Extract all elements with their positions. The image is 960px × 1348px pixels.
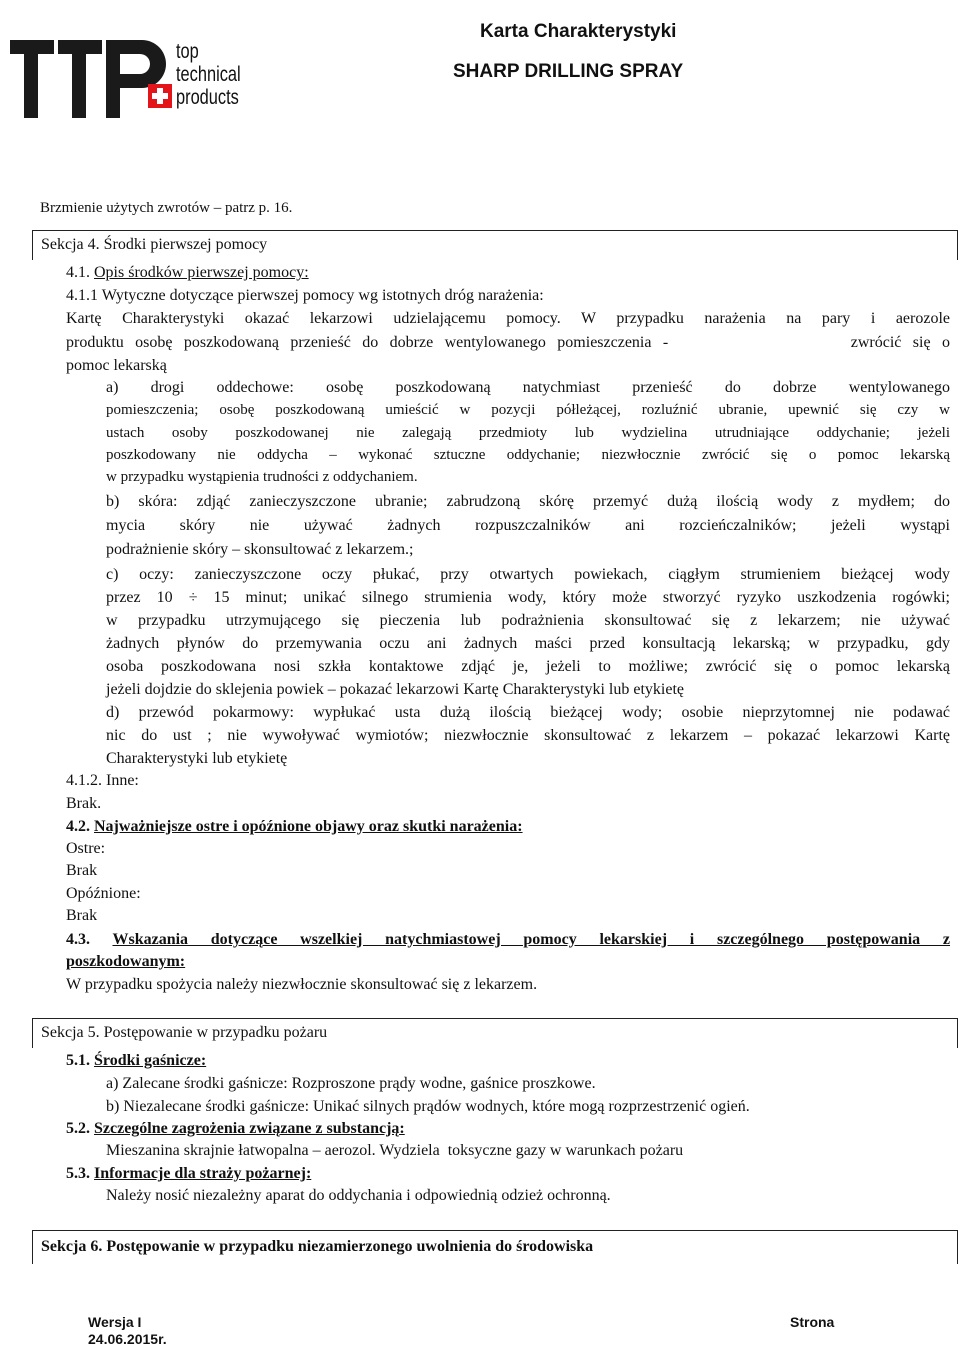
s51-title: Środki gaśnicze: bbox=[94, 1052, 207, 1069]
acute-label: Ostre: bbox=[66, 840, 106, 857]
s52-text: Mieszanina skrajnie łatwopalna – aerozol. Wydziela toksyczne gazy w warunkach pożaru bbox=[106, 1142, 684, 1159]
product-name: SHARP DRILLING SPRAY bbox=[453, 61, 684, 82]
s52-title: Szczególne zagrożenia związane z substancją: bbox=[94, 1120, 405, 1137]
s43-heading-line-1 bbox=[66, 930, 950, 950]
phrases-note: Brzmienie użytych zwrotów – patrz p. 16. bbox=[40, 200, 293, 216]
ingestion-line-2: nic do ust ; nie wywoływać wymiotów; niezwłocznie skonsultować z lekarzem – pokazać lekarzowi Kartę bbox=[106, 727, 950, 744]
s53-heading bbox=[66, 1164, 311, 1184]
section6-heading: Sekcja 6. Postępowanie w przypadku niezamierzonego uwolnienia do środowiska bbox=[41, 1238, 594, 1255]
s41-heading bbox=[66, 263, 309, 283]
s41-title: Opis środków pierwszej pomocy: bbox=[94, 264, 309, 281]
general-line-2: produktu osobę poszkodowaną przenieść do dobrze wentylowanego pomieszczenia - zwrócić się o bbox=[66, 334, 950, 351]
eyes-line-1: c) oczy: zanieczyszczone oczy płukać, przy otwartych powiekach, ciągłym strumieniem bieżącej wody bbox=[106, 566, 950, 583]
section5-heading: Sekcja 5. Postępowanie w przypadku pożaru bbox=[41, 1024, 328, 1041]
s41-number: 4.1. bbox=[66, 264, 90, 281]
s412-value: Brak. bbox=[66, 795, 102, 812]
s52-number: 5.2. bbox=[66, 1120, 90, 1137]
section5-heading-box bbox=[32, 1018, 958, 1048]
footer-date: 24.06.2015r. bbox=[88, 1331, 167, 1347]
eyes-line-3: w przypadku utrzymującego się pieczenia lub podrażnienia skonsultować się z lekarzem; nie używać bbox=[106, 612, 950, 629]
logo-word-products: products bbox=[176, 86, 239, 109]
skin-line-3: podrażnienie skóry – skonsultować z lekarzem.; bbox=[106, 541, 414, 558]
ttp-logo-mark bbox=[8, 22, 178, 134]
airways-line-3: ustach osoby poszkodowanej nie zalegają przedmioty lub wydzielina utrudniające oddychanie; jeżeli bbox=[106, 425, 950, 441]
s51-not-recommended: b) Niezalecane środki gaśnicze: Unikać silnych prądów wodnych, które mogą rozprzestrzenić ogień. bbox=[106, 1098, 750, 1115]
delayed-label: Opóźnione: bbox=[66, 885, 141, 902]
ingestion-line-3: Charakterystyki lub etykietę bbox=[106, 750, 288, 767]
company-logo bbox=[8, 22, 246, 134]
s53-number: 5.3. bbox=[66, 1165, 90, 1182]
s42-number: 4.2. bbox=[66, 818, 90, 835]
general-line-3: pomoc lekarską bbox=[66, 357, 167, 374]
logo-word-technical: technical bbox=[176, 63, 241, 86]
document-type-title: Karta Charakterystyki bbox=[480, 21, 677, 42]
s43-number: 4.3. bbox=[66, 931, 90, 948]
s51-recommended: a) Zalecane środki gaśnicze: Rozproszone prądy wodne, gaśnice proszkowe. bbox=[106, 1075, 596, 1092]
s412-label: 4.1.2. Inne: bbox=[66, 772, 139, 789]
skin-line-2: mycia skóry nie używać żadnych rozpuszczalników ani rozcieńczalników; jeżeli wystąpi bbox=[106, 517, 950, 534]
s411-line: 4.1.1 Wytyczne dotyczące pierwszej pomocy wg istotnych dróg narażenia: bbox=[66, 287, 544, 304]
airways-line-1: a) drogi oddechowe: osobę poszkodowaną natychmiast przenieść do dobrze wentylowanego bbox=[106, 379, 950, 396]
s42-heading bbox=[66, 817, 523, 837]
airways-line-2: pomieszczenia; osobę poszkodowaną umieścić w pozycji półleżącej, rozluźnić ubranie, upewnić się czy w bbox=[106, 402, 950, 418]
s43-text: W przypadku spożycia należy niezwłocznie skonsultować się z lekarzem. bbox=[66, 976, 538, 993]
logo-wordmark bbox=[176, 40, 241, 109]
airways-line-4: poszkodowany nie oddycha – wykonać sztuczne oddychanie; niezwłocznie zwrócić się o pomoc lekarską bbox=[106, 447, 950, 463]
logo-word-top: top bbox=[176, 40, 199, 63]
section4-heading-box bbox=[32, 230, 958, 260]
delayed-value: Brak bbox=[66, 907, 98, 924]
eyes-line-4: żadnych płynów do przemywania oczu ani żadnych maści przed konsultacją lekarską; w przypadku, gdy bbox=[106, 635, 950, 652]
s51-number: 5.1. bbox=[66, 1052, 90, 1069]
s52-heading bbox=[66, 1119, 405, 1139]
eyes-line-2: przez 10 ÷ 15 minut; unikać silnego strumienia wody, który może stworzyć ryzyko uszkodzenia rogówki; bbox=[106, 589, 950, 606]
s51-heading bbox=[66, 1051, 206, 1071]
s43-title-1: Wskazania dotyczące wszelkiej natychmiastowej pomocy lekarskiej i szczególnego postępowania z bbox=[112, 931, 951, 948]
s42-title: Najważniejsze ostre i opóźnione objawy oraz skutki narażenia: bbox=[94, 818, 523, 835]
airways-line-5: w przypadku wystąpienia trudności z oddychaniem. bbox=[106, 469, 418, 485]
footer-page-label: Strona bbox=[790, 1314, 835, 1330]
skin-line-1: b) skóra: zdjąć zanieczyszczone ubranie; zabrudzoną skórę przemyć dużą ilością wody z mydłem; do bbox=[106, 493, 950, 510]
ingestion-line-1: d) przewód pokarmowy: wypłukać usta dużą ilością bieżącej wody; osobie nieprzytomnej nie podawać bbox=[106, 704, 950, 721]
section6-heading-box bbox=[32, 1230, 958, 1264]
eyes-line-6: jeżeli dojdzie do sklejenia powiek – pokazać lekarzowi Kartę Charakterystyki lub etykietę bbox=[106, 681, 684, 698]
section4-heading: Sekcja 4. Środki pierwszej pomocy bbox=[41, 236, 268, 253]
general-line-1: Kartę Charakterystyki okazać lekarzowi udzielającemu pomocy. W przypadku narażenia na pary i aerozole bbox=[66, 310, 950, 327]
s53-text: Należy nosić niezależny aparat do oddychania i odpowiednią odzież ochronną. bbox=[106, 1187, 611, 1204]
s43-title-2: poszkodowanym: bbox=[66, 953, 186, 970]
eyes-line-5: osoba poszkodowana nosi szkła kontaktowe zdjąć je, jeżeli to możliwe; zwrócić się o pomoc lekarską bbox=[106, 658, 950, 675]
acute-value: Brak bbox=[66, 862, 98, 879]
footer-version: Wersja I bbox=[88, 1314, 142, 1330]
s53-title: Informacje dla straży pożarnej: bbox=[94, 1165, 312, 1182]
